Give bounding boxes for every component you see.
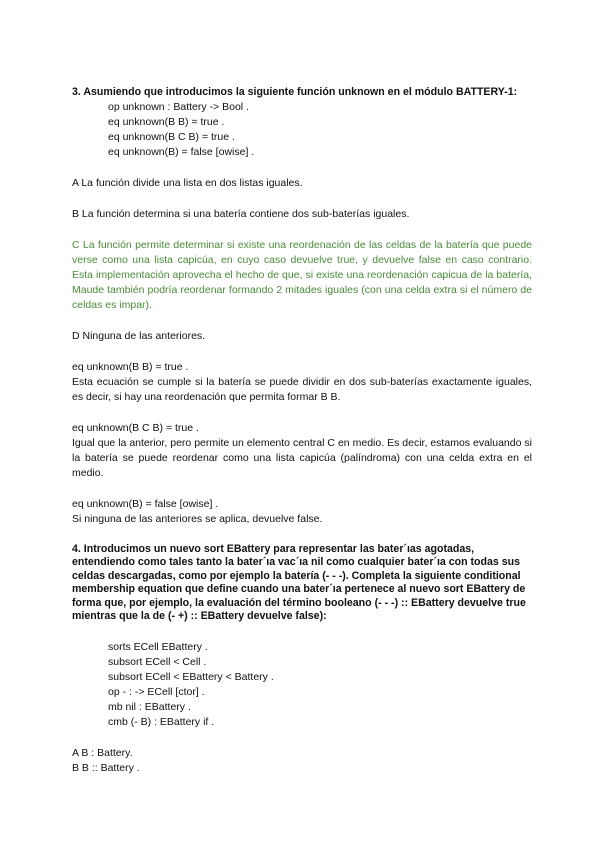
explanation-text: Esta ecuación se cumple si la batería se puede dividir en dos sub-baterías exactamente iguales, es decir, si hay una reordenación que permita formar B B. [72,375,532,403]
code-line: subsort ECell < EBattery < Battery . [108,670,274,683]
explanation-text: Igual que la anterior, pero permite un elemento central C en medio. Es decir, estamos evaluando si la batería se puede reordenar como una lista capicúa (palíndroma) con una celda extra en el medio. [72,436,532,479]
option-b: B La función determina si una batería contiene dos sub-baterías iguales. [72,207,410,220]
option-d: D Ninguna de las anteriores. [72,329,206,342]
explanation-text: Si ninguna de las anteriores se aplica, devuelve false. [72,512,323,525]
option-c-correct: C La función permite determinar si existe una reordenación de las celdas de la batería que puede verse como una lista capicúa, en cuyo caso devuelve true, y devuelve false en caso contrario. Esta implementación aprovecha el hecho de que, si existe una reordenación capicua de la batería, Maude también podría reordenar formando 2 mitades iguales (con una celda extra si el número de celdas es impar). [72,238,532,311]
question-3-code [72,100,532,160]
question-4-code [72,640,532,730]
explanation-eq: eq unknown(B B) = true . [72,360,189,373]
explanation-eq: eq unknown(B C B) = true . [72,421,199,434]
code-line: sorts ECell EBattery . [108,640,208,653]
explanation-eq: eq unknown(B) = false [owise] . [72,497,219,510]
answer-line: A B : Battery. [72,746,133,759]
question-4-title: 4. Introducimos un nuevo sort EBattery para representar las bater´ıas agotadas, entendiendo como tales tanto la bater´ıa vac´ıa nil como cualquier bater´ıa con todas sus celdas descargadas, como por ejemplo la batería (- - -). Completa la siguiente conditional membership equation que define cuando una bater´ıa pertenece al nuevo sort EBattery de forma que, por ejemplo, la evaluación del término booleano (- - -) :: EBattery devuelve true mientras que la de (- +) :: EBattery devuelve false): [72,542,526,622]
option-a: A La función divide una lista en dos listas iguales. [72,176,303,189]
code-line: op - : -> ECell [ctor] . [108,685,205,698]
code-line: subsort ECell < Cell . [108,655,207,668]
code-line: eq unknown(B B) = true . [108,115,225,128]
answer-line: B B :: Battery . [72,761,140,774]
code-line: mb nil : EBattery . [108,700,191,713]
code-line: eq unknown(B) = false [owise] . [108,145,255,158]
code-line: op unknown : Battery -> Bool . [108,100,249,113]
code-line: cmb (- B) : EBattery if . [108,715,215,728]
document-page [72,86,532,776]
question-3-title: 3. Asumiendo que introducimos la siguiente función unknown en el módulo BATTERY-1: [72,86,518,98]
code-line: eq unknown(B C B) = true . [108,130,235,143]
